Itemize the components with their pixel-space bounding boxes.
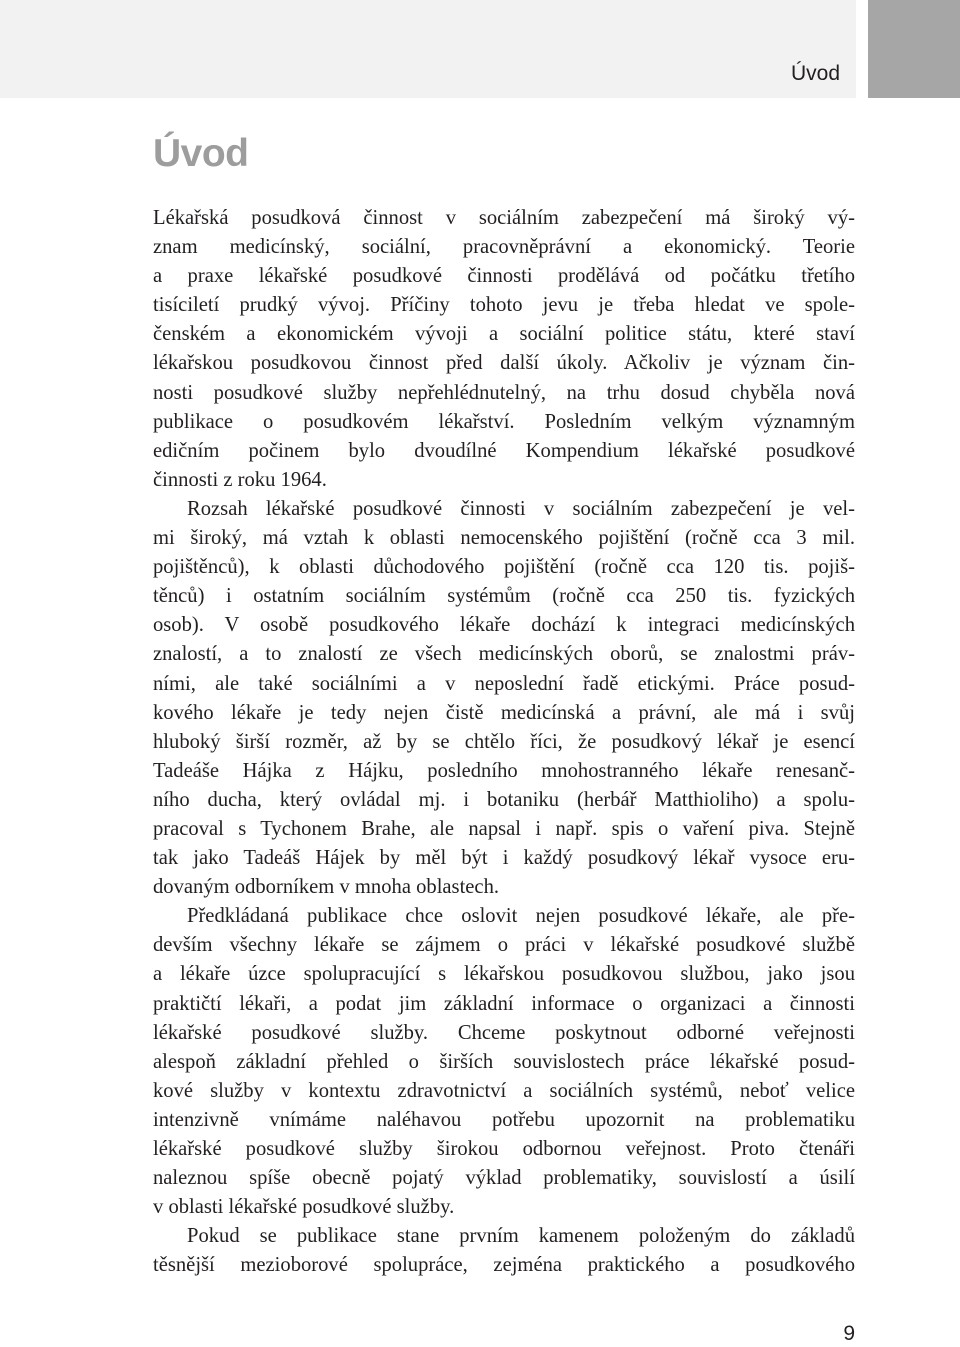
running-head: Úvod [790, 62, 840, 85]
text-line: Rozsah lékařské posudkové činnosti v sociálním zabezpečení je vel- [187, 497, 855, 520]
text-line: činnosti z roku 1964. [153, 468, 327, 491]
text-line: znalostí, a to znalostí ze všech medicínských oborů, se znalostmi práv- [153, 643, 855, 666]
text-line: tak jako Tadeáš Hájek by měl být i každý posudkový lékař vysoce eru- [153, 847, 855, 870]
text-line: tisíciletí prudký vývoj. Příčiny tohoto jevu je třeba hledat ve spole- [153, 294, 855, 317]
text-line: devším všechny lékaře se zájmem o práci v lékařské posudkové službě [153, 934, 855, 957]
text-line: publikace o posudkovém lékařství. Posledním velkým významným [153, 410, 855, 433]
text-line: ními, ale také sociálními a v neposlední řadě etickými. Práce posud- [153, 672, 855, 695]
text-line: pojištěnců), k oblasti důchodového pojištění (ročně cca 120 tis. pojiš- [153, 556, 855, 579]
paragraph-2 [153, 495, 855, 902]
text-line: osob). V osobě posudkového lékaře dochází k integraci medicínských [153, 614, 855, 637]
text-line: kové služby v kontextu zdravotnictví a sociálních systémů, neboť velice [153, 1079, 855, 1102]
text-line: Lékařská posudková činnost v sociálním zabezpečení má široký vý- [153, 207, 855, 229]
text-line: Pokud se publikace stane prvním kamenem položeným do základů [187, 1225, 855, 1248]
text-line: naleznou spíše obecně pojatý výklad problematiky, souvislostí a úsilí [153, 1167, 855, 1190]
paragraph-3 [153, 902, 855, 1222]
chapter-title: Úvod [153, 132, 249, 175]
text-line: a praxe lékařské posudkové činnosti prodělává od počátku třetího [153, 265, 855, 288]
text-line: pracoval s Tychonem Brahe, ale napsal i např. spis o vaření piva. Stejně [153, 817, 855, 840]
text-line: edičním počinem bylo dvoudílné Kompendium lékařské posudkové [153, 439, 855, 462]
text-line: znam medicínský, sociální, pracovněprávní a ekonomický. Teorie [153, 236, 855, 259]
text-line: intenzivně vnímáme naléhavou potřebu upozornit na problematiku [153, 1108, 855, 1131]
section-tab-marker [868, 0, 960, 98]
text-line: praktičtí lékaři, a podat jim základní informace o organizaci a činnosti [153, 992, 855, 1015]
paragraph-4 [153, 1222, 855, 1280]
text-line: lékařské posudkové služby širokou odbornou veřejnost. Proto čtenáři [153, 1138, 855, 1160]
text-line: Předkládaná publikace chce oslovit nejen posudkové lékaře, ale pře- [187, 905, 855, 928]
paragraph-1 [153, 204, 855, 495]
text-line: a lékaře úzce spolupracující s lékařskou posudkovou službou, jako jsou [153, 963, 855, 986]
text-line: Tadeáše Hájka z Hájku, posledního mnohostranného lékaře renesanč- [153, 759, 855, 782]
text-line: hluboký širší rozměr, až by se chtělo říci, že posudkový lékař je esencí [153, 730, 855, 753]
text-line: čenském a ekonomickém vývoji a sociální politice státu, které staví [153, 323, 855, 346]
text-line: v oblasti lékařské posudkové služby. [153, 1196, 455, 1219]
text-line: kového lékaře je tedy nejen čistě medicínská a právní, ale má i svůj [153, 701, 855, 724]
text-line: nosti posudkové služby nepřehlédnutelný, na trhu dosud chyběla nová [153, 381, 855, 404]
text-line: ního ducha, který ovládal mj. i botaniku (herbář Matthioliho) a spolu- [153, 788, 855, 811]
text-line: těsnější mezioborové spolupráce, zejména praktického a posudkového [153, 1254, 855, 1277]
text-line: dovaným odborníkem v mnoha oblastech. [153, 876, 500, 899]
text-line: lékařské posudkové služby. Chceme poskytnout odborné veřejnosti [153, 1021, 855, 1044]
text-line: lékařskou posudkovou činnost před další úkoly. Ačkoliv je význam čin- [153, 352, 855, 375]
page-number: 9 [843, 1322, 855, 1345]
header-band [0, 0, 856, 98]
body-text [153, 204, 855, 1280]
text-line: mi široký, má vztah k oblasti nemocenského pojištění (ročně cca 3 mil. [153, 527, 855, 550]
text-line: alespoň základní přehled o širších souvislostech práce lékařské posud- [153, 1050, 855, 1073]
text-line: těnců) i ostatním sociálním systémům (ročně cca 250 tis. fyzických [153, 585, 855, 608]
